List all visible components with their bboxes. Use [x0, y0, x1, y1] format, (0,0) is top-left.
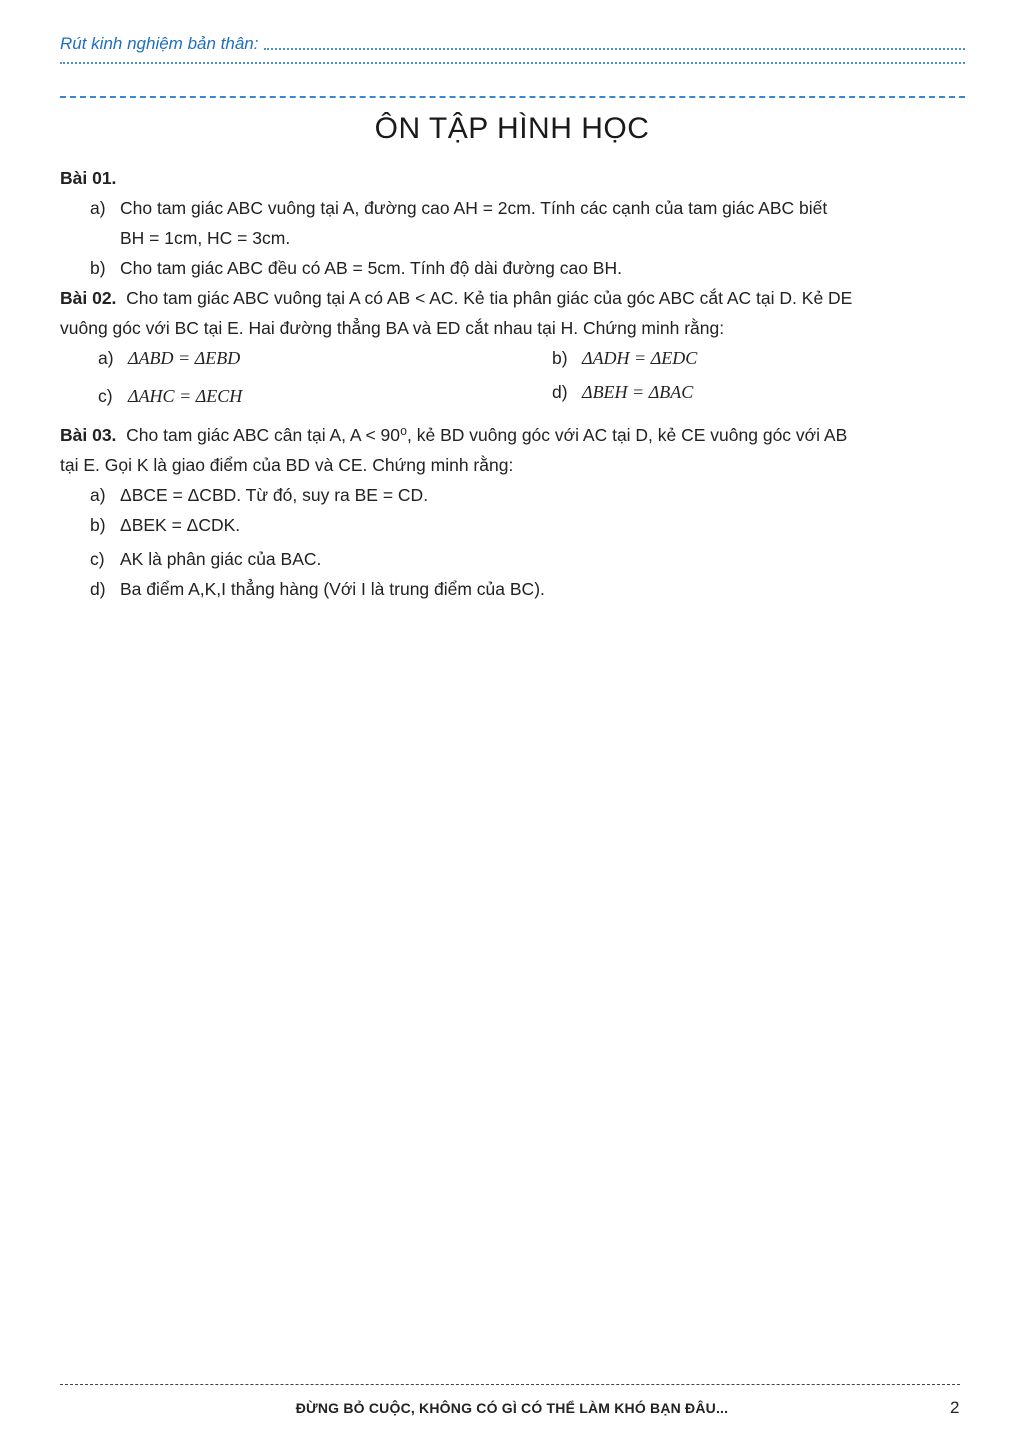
bai03-b-label: b): [90, 515, 106, 535]
bai01-heading: Bài 01.: [60, 168, 117, 188]
bai03-a-row: [90, 484, 428, 506]
bai02-a-label: a): [98, 348, 114, 368]
bai01-b-label: b): [90, 258, 106, 278]
bai03-heading: Bài 03.: [60, 425, 117, 445]
page-number: 2: [950, 1398, 960, 1417]
bai02-c-row: [98, 385, 242, 407]
bai02-a-row: [98, 347, 240, 369]
bai02-c-label: c): [98, 386, 113, 406]
footer-slogan: ĐỪNG BỎ CUỘC, KHÔNG CÓ GÌ CÓ THỂ LÀM KHÓ BẠN ĐÂU...: [295, 1400, 729, 1416]
bai02-a-text: ΔABD = ΔEBD: [128, 348, 241, 368]
reflection-dotted-line-2: [60, 62, 965, 64]
bai02-b-label: b): [552, 348, 568, 368]
reflection-label: Rút kinh nghiệm bản thân:: [60, 34, 259, 53]
bai03-c-label: c): [90, 549, 105, 569]
bai01-a-label: a): [90, 198, 106, 218]
bai03-d-row: [90, 578, 545, 600]
bai02-c-text: ΔAHC = ΔECH: [128, 386, 243, 406]
bai02-b-row: [552, 347, 697, 369]
bai03-c-row: [90, 548, 321, 570]
bai03-a-text: ΔBCE = ΔCBD. Từ đó, suy ra BE = CD.: [120, 485, 429, 505]
bai03-line1-row: [60, 424, 847, 446]
page-title: ÔN TẬP HÌNH HỌC: [374, 112, 650, 145]
bai02-d-row: [552, 381, 693, 403]
header-divider: [60, 96, 965, 98]
bai03-a-label: a): [90, 485, 106, 505]
reflection-dotted-line: [264, 48, 965, 50]
footer-divider: [60, 1384, 960, 1385]
bai03-d-text: Ba điểm A,K,I thẳng hàng (Với I là trung điểm của BC).: [120, 579, 545, 599]
bai03-text-line1: Cho tam giác ABC cân tại A, A < 90⁰, kẻ BD vuông góc với AC tại D, kẻ CE vuông góc với AB: [126, 425, 848, 445]
bai02-text-line1: Cho tam giác ABC vuông tại A có AB < AC. Kẻ tia phân giác của góc ABC cắt AC tại D. Kẻ DE: [126, 288, 853, 308]
bai02-text-line2: vuông góc với BC tại E. Hai đường thẳng BA và ED cắt nhau tại H. Chứng minh rằng:: [60, 318, 725, 338]
bai01-b-text: Cho tam giác ABC đều có AB = 5cm. Tính độ dài đường cao BH.: [120, 258, 622, 278]
bai02-heading: Bài 02.: [60, 288, 117, 308]
bai01-b-line1: [90, 257, 622, 279]
bai02-d-label: d): [552, 382, 568, 402]
bai02-line1-row: [60, 287, 852, 309]
reflection-row-2: [60, 62, 965, 68]
bai03-d-label: d): [90, 579, 106, 599]
bai01-a-text-line2: BH = 1cm, HC = 3cm.: [120, 228, 291, 248]
bai01-a-text-line1: Cho tam giác ABC vuông tại A, đường cao AH = 2cm. Tính các cạnh của tam giác ABC biết: [120, 198, 828, 218]
bai01-a-line1: [90, 197, 827, 219]
bai03-text-line2: tại E. Gọi K là giao điểm của BD và CE. Chứng minh rằng:: [60, 455, 514, 475]
bai02-b-text: ΔADH = ΔEDC: [582, 348, 698, 368]
bai02-d-text: ΔBEH = ΔBAC: [582, 382, 694, 402]
bai03-b-row: [90, 514, 240, 536]
reflection-row-1: [60, 34, 965, 54]
bai03-c-text: AK là phân giác của BAC.: [120, 549, 322, 569]
bai03-b-text: ΔBEK = ΔCDK.: [120, 515, 241, 535]
